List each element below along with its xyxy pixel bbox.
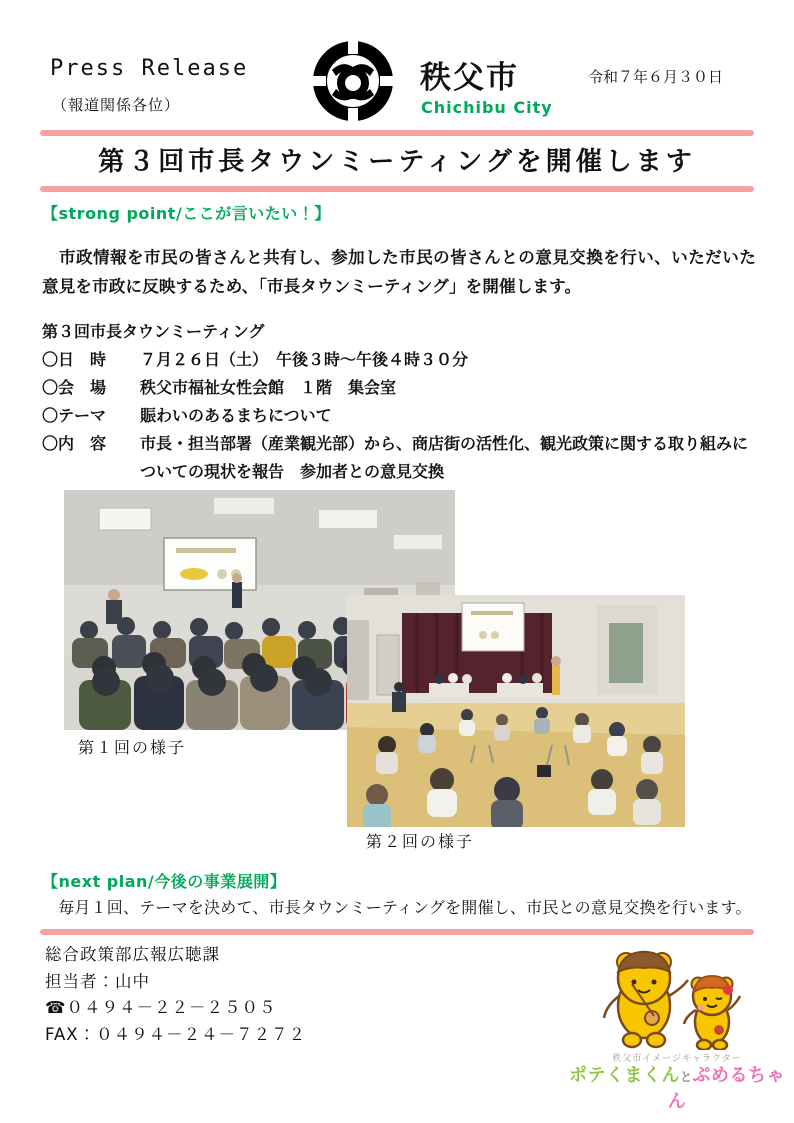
photo-first-caption: 第１回の様子: [78, 738, 187, 757]
meeting-label: 〇会 場: [42, 378, 107, 397]
contact-department: 総合政策部広報広聴課: [45, 945, 220, 964]
meeting-title: 第３回市長タウンミーティング: [42, 322, 265, 341]
meeting-value: 賑わいのあるまちについて: [140, 406, 332, 425]
next-plan-body: 毎月１回、テーマを決めて、市長タウンミーティングを開催し、市民との意見交換を行います。: [42, 898, 752, 917]
next-plan-heading: 【next plan/今後の事業展開】: [42, 872, 287, 891]
meeting-label: 〇日 時: [42, 350, 107, 369]
meeting-row-place: [42, 374, 756, 402]
city-name: 秩父市: [420, 60, 519, 96]
meeting-row-theme: [42, 402, 756, 430]
strong-point-body: 市政情報を市民の皆さんと共有し、参加した市民の皆さんとの意見交換を行い、いただいた意見を市政に反映するため、「市長タウンミーティング」を開催します。: [42, 248, 756, 296]
meeting-value: ７月２６日（土） 午後３時～午後４時３０分: [140, 350, 469, 369]
photo-second-caption: 第２回の様子: [366, 832, 475, 851]
meeting-label: 〇内 容: [42, 434, 107, 453]
strong-point-heading: 【strong point/ここが言いたい！】: [42, 204, 331, 223]
mascot-characters-illustration: [588, 944, 766, 1050]
contact-fax: FAX：０４９４－２４－７２７２: [45, 1024, 307, 1044]
meeting-details: [42, 318, 756, 486]
photo-second-meeting: [347, 595, 685, 827]
meeting-value: 市長・担当部署（産業観光部）から、商店街の活性化、観光政策に関する取り組みについての現状を報告 参加者との意見交換: [140, 434, 749, 481]
city-name-english: Chichibu City: [421, 98, 553, 117]
contact-tel: ☎０４９４－２２－２５０５: [45, 998, 277, 1017]
contact-block: [45, 942, 306, 1048]
contact-person: 担当者：山中: [45, 971, 150, 991]
mascot-name-potekuma: ポテくまくん: [568, 1065, 680, 1086]
meeting-row-content: [42, 430, 756, 486]
mascot-caption: 秩父市イメージキャラクター: [612, 1054, 742, 1064]
press-release-subtitle: （報道関係各位）: [52, 96, 181, 114]
document-title: 第３回市長タウンミーティングを開催します: [98, 147, 696, 177]
meeting-label: 〇テーマ: [42, 406, 107, 425]
release-date: 令和７年６月３０日: [588, 68, 724, 86]
divider-line-footer: [40, 929, 754, 935]
press-release-title: Press Release: [50, 56, 249, 81]
meeting-row-date: [42, 346, 756, 374]
mascot-name-pumeru: ぷめるちゃん: [667, 1065, 785, 1112]
meeting-value: 秩父市福祉女性会館 １階 集会室: [140, 378, 397, 397]
divider-line-top: [40, 130, 754, 136]
chichibu-city-emblem-icon: [312, 40, 394, 122]
divider-line-under-title: [40, 186, 754, 192]
mascot-names: [560, 1061, 794, 1113]
mascot-conjunction: と: [679, 1070, 693, 1084]
